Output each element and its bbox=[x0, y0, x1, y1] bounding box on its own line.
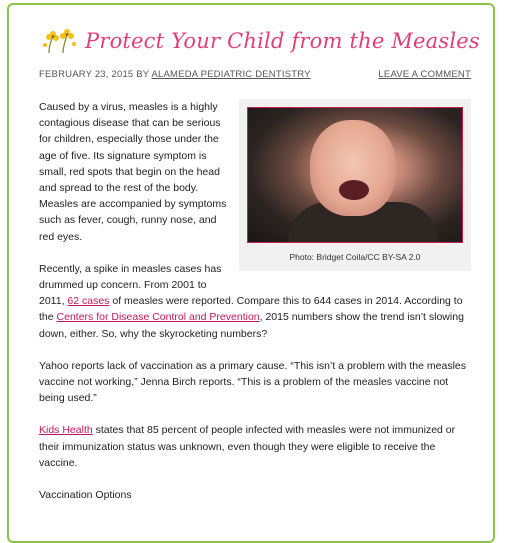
paragraph-cases-text-c: , 2015 numbers show the trend isn’t slowing down, either. So, why the skyrocketing numbers? bbox=[39, 311, 464, 340]
paragraph-kids-health-text: states that 85 percent of people infected with measles were not immunized or their immunization status was unknown, even though they were eligible to receive the vaccine. bbox=[39, 424, 456, 469]
paragraph-cases bbox=[39, 261, 471, 342]
flowers-icon bbox=[39, 27, 79, 55]
post-byline bbox=[39, 69, 311, 80]
link-62-cases[interactable]: 62 cases bbox=[67, 295, 110, 308]
paragraph-kids-health bbox=[39, 422, 471, 471]
post-title: Protect Your Child from the Measles bbox=[85, 29, 480, 53]
paragraph-cases-text-b: of measles were reported. Compare this to 644 cases in 2014. According to the bbox=[39, 295, 463, 324]
crying-child-photo bbox=[247, 107, 463, 243]
photo-face bbox=[310, 120, 396, 216]
post-header bbox=[39, 27, 480, 55]
paragraph-cases-text-a: Recently, a spike in measles cases has drummed up concern. From 2001 to 2011, bbox=[39, 262, 222, 308]
post-meta bbox=[39, 69, 471, 80]
post-card bbox=[7, 3, 495, 543]
byline-by: BY bbox=[136, 69, 150, 80]
photo-caption: Photo: Bridget Coila/CC BY-SA 2.0 bbox=[289, 252, 421, 262]
leave-comment-link[interactable]: LEAVE A COMMENT bbox=[378, 69, 471, 80]
link-kids-health[interactable]: Kids Health bbox=[39, 424, 93, 437]
section-heading-vaccination: Vaccination Options bbox=[39, 489, 132, 502]
photo-mouth bbox=[339, 180, 369, 200]
link-cdc[interactable]: Centers for Disease Control and Prevention bbox=[56, 311, 260, 324]
post-date: FEBRUARY 23, 2015 bbox=[39, 69, 134, 80]
photo-figure bbox=[239, 99, 471, 271]
paragraph-intro: Caused by a virus, measles is a highly contagious disease that can be serious for children, especially those under the age of five. Its signature symptom is small, red spots that begin on the head and spread to the rest of the body. Measles are accompanied by symptoms such as fever, cough, runny nose, and red eyes. bbox=[39, 101, 227, 243]
author-link[interactable]: ALAMEDA PEDIATRIC DENTISTRY bbox=[151, 69, 311, 80]
paragraph-yahoo: Yahoo reports lack of vaccination as a primary cause. “This isn’t a problem with the measles vaccine not working,” Jenna Birch reports. “This is a problem of the measles vaccine not being used.” bbox=[39, 359, 466, 405]
post-content bbox=[39, 99, 471, 519]
